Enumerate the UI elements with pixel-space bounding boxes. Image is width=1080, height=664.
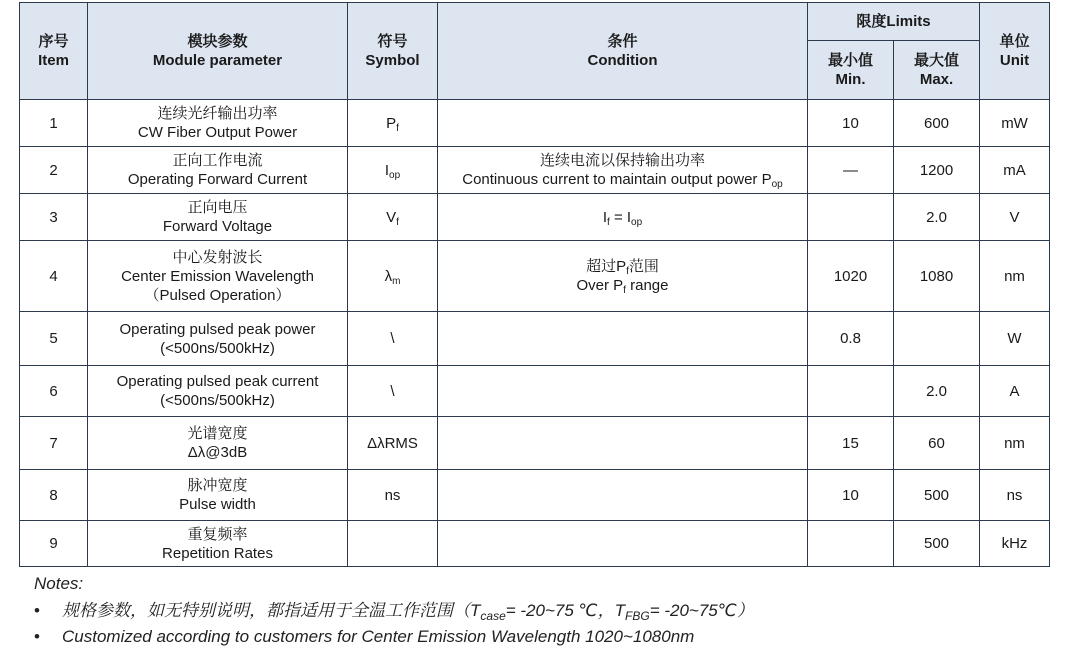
cell-unit: nm	[980, 241, 1050, 312]
cell-max: 2.0	[894, 366, 980, 417]
cell-param: 中心发射波长 Center Emission Wavelength （Pulsed Operation）	[88, 241, 348, 312]
cell-symbol: \	[348, 312, 438, 366]
bullet-icon: •	[34, 601, 40, 620]
cell-min: 0.8	[808, 312, 894, 366]
cell-no: 1	[20, 100, 88, 147]
note-item: • 规格参数，如无特别说明，都指适用于全温工作范围（$T_{case}=$ -20~75 ℃，$T_{FBG}=$ -20~75℃）	[34, 601, 754, 623]
table-row	[20, 147, 1050, 194]
cell-min: 15	[808, 417, 894, 470]
cell-symbol: $V_f$	[348, 194, 438, 241]
cell-max: 2.0	[894, 194, 980, 241]
cell-symbol: $I_{op}$	[348, 147, 438, 194]
cell-min: 1020	[808, 241, 894, 312]
cell-no: 4	[20, 241, 88, 312]
table-row	[20, 100, 1050, 147]
cell-no: 8	[20, 470, 88, 521]
cell-min	[808, 194, 894, 241]
cell-param: 脉冲宽度 Pulse width	[88, 470, 348, 521]
cell-min	[808, 366, 894, 417]
cell-unit: W	[980, 312, 1050, 366]
notes-section	[34, 574, 754, 652]
cell-symbol: ΔλRMS	[348, 417, 438, 470]
note-item: • Customized according to customers for Center Emission Wavelength 1020~1080nm	[34, 627, 695, 646]
table-row	[20, 366, 1050, 417]
cell-max: 1200	[894, 147, 980, 194]
cell-condition	[438, 100, 808, 147]
cell-max: 1080	[894, 241, 980, 312]
cell-unit: mA	[980, 147, 1050, 194]
cell-unit: kHz	[980, 521, 1050, 567]
table-row	[20, 312, 1050, 366]
cell-condition	[438, 521, 808, 567]
spec-table-container	[19, 2, 1050, 567]
col-header-param: 模块参数 Module parameter	[88, 3, 348, 100]
cell-condition	[438, 417, 808, 470]
cell-min: 10	[808, 100, 894, 147]
cell-symbol: $P_f$	[348, 100, 438, 147]
cell-min: 10	[808, 470, 894, 521]
cell-unit: nm	[980, 417, 1050, 470]
cell-no: 6	[20, 366, 88, 417]
cell-min: —	[808, 147, 894, 194]
cell-unit: mW	[980, 100, 1050, 147]
cell-param: 连续光纤输出功率 CW Fiber Output Power	[88, 100, 348, 147]
col-header-no: 序号 Item	[20, 3, 88, 100]
cell-no: 7	[20, 417, 88, 470]
cell-unit: ns	[980, 470, 1050, 521]
cell-max: 600	[894, 100, 980, 147]
cell-no: 3	[20, 194, 88, 241]
col-header-limits: 限度Limits	[808, 3, 980, 41]
table-row	[20, 194, 1050, 241]
table-row	[20, 521, 1050, 567]
cell-param: 正向电压 Forward Voltage	[88, 194, 348, 241]
cell-symbol: ns	[348, 470, 438, 521]
cell-min	[808, 521, 894, 567]
cell-no: 2	[20, 147, 88, 194]
col-header-min: 最小值 Min.	[808, 41, 894, 100]
cell-no: 5	[20, 312, 88, 366]
spec-table	[19, 2, 1050, 567]
col-header-symbol: 符号 Symbol	[348, 3, 438, 100]
cell-symbol: \	[348, 366, 438, 417]
header-row-1	[20, 3, 1050, 41]
cell-condition: 超过$P_f$范围 Over $P_f$ range	[438, 241, 808, 312]
cell-condition	[438, 470, 808, 521]
cell-symbol	[348, 521, 438, 567]
cell-max: 500	[894, 521, 980, 567]
cell-condition: 连续电流以保持输出功率 Continuous current to maintain output power $P_{op}$	[438, 147, 808, 194]
table-row	[20, 470, 1050, 521]
bullet-icon: •	[34, 627, 40, 646]
cell-condition: $I_f = I_{op}$	[438, 194, 808, 241]
col-header-max: 最大值 Max.	[894, 41, 980, 100]
table-row	[20, 417, 1050, 470]
cell-param: 重复频率 Repetition Rates	[88, 521, 348, 567]
cell-param: 正向工作电流 Operating Forward Current	[88, 147, 348, 194]
cell-unit: A	[980, 366, 1050, 417]
table-row	[20, 241, 1050, 312]
cell-param: 光谱宽度 Δλ@3dB	[88, 417, 348, 470]
cell-condition	[438, 312, 808, 366]
cell-condition	[438, 366, 808, 417]
cell-no: 9	[20, 521, 88, 567]
cell-max: 500	[894, 470, 980, 521]
cell-param: Operating pulsed peak power (<500ns/500kHz)	[88, 312, 348, 366]
notes-title: Notes:	[34, 574, 84, 593]
cell-max	[894, 312, 980, 366]
cell-param: Operating pulsed peak current (<500ns/500kHz)	[88, 366, 348, 417]
col-header-unit: 单位 Unit	[980, 3, 1050, 100]
col-header-condition: 条件 Condition	[438, 3, 808, 100]
cell-max: 60	[894, 417, 980, 470]
cell-symbol: $\lambda_m$	[348, 241, 438, 312]
cell-unit: V	[980, 194, 1050, 241]
